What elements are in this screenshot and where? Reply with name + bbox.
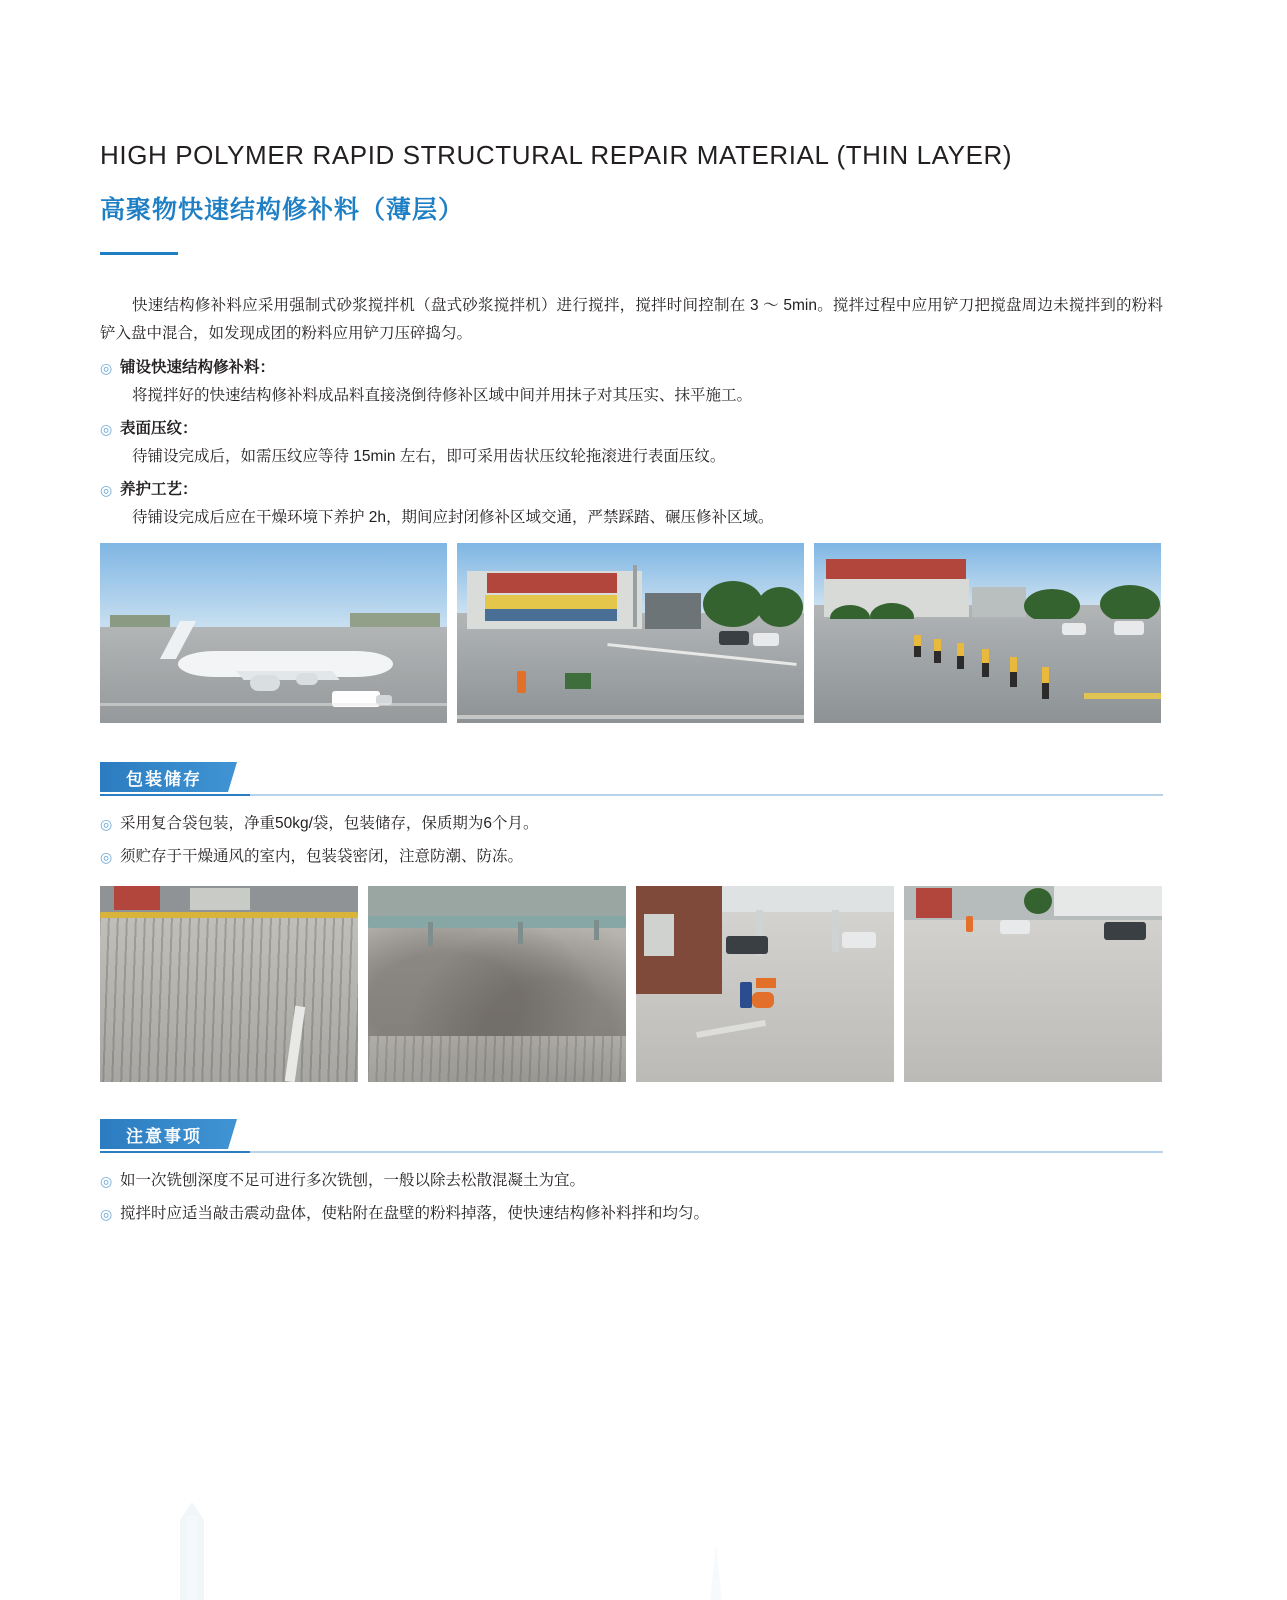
gallery-top: [100, 543, 1163, 723]
section-list: [100, 810, 1163, 871]
bullet-icon: ◎: [100, 482, 113, 498]
footer-watermark-icon: [150, 1480, 750, 1600]
section-precautions: [100, 1119, 1163, 1228]
section-header: [100, 762, 1163, 796]
section-header: [100, 1119, 1163, 1153]
step-detail-3: 待铺设完成后应在干燥环境下养护 2h，期间应封闭修补区域交通，严禁踩踏、碾压修补区域。: [132, 509, 774, 526]
intro-paragraph: 快速结构修补料应采用强制式砂浆搅拌机（盘式砂浆搅拌机）进行搅拌，搅拌时间控制在 3 ～ 5min。搅拌过程中应用铲刀把搅盘周边未搅拌到的粉料铲入盘中混合，如发现成团的粉料应用铲刀压碎捣匀。: [100, 297, 1163, 342]
section-underline: [100, 794, 1163, 796]
title-divider: [100, 252, 178, 255]
step-heading-row-3: [100, 476, 1163, 504]
step-heading-1: 铺设快速结构修补料：: [120, 359, 276, 376]
gallery-middle: [100, 886, 1163, 1082]
page-title-english: HIGH POLYMER RAPID STRUCTURAL REPAIR MATERIAL (THIN LAYER): [100, 140, 1013, 170]
step-detail-1: 将搅拌好的快速结构修补料成品料直接浇倒待修补区域中间并用抹子对其压实、抹平施工。: [132, 387, 753, 404]
photo-street-construction: [457, 543, 804, 723]
page-title-chinese: 高聚物快速结构修补料（薄层）: [100, 196, 465, 224]
body-content: [100, 292, 1163, 534]
step-heading-row-1: [100, 354, 1163, 382]
photo-airport-apron: [100, 543, 447, 723]
list-item: [100, 1167, 1163, 1195]
step-detail-2: 待铺设完成后，如需压纹应等待 15min 左右，即可采用齿状压纹轮拖滚进行表面压纹。: [132, 448, 726, 465]
bullet-icon: ◎: [100, 360, 113, 376]
section-underline: [100, 1151, 1163, 1153]
photo-damaged-pavement: [368, 886, 626, 1082]
list-item-text: 如一次铣刨深度不足可进行多次铣刨，一般以除去松散混凝土为宜。: [120, 1172, 586, 1189]
list-item-text: 搅拌时应适当敲击震动盘体，使粘附在盘壁的粉料掉落，使快速结构修补料拌和均匀。: [120, 1205, 710, 1222]
bullet-icon: ◎: [100, 421, 113, 437]
step-heading-3: 养护工艺：: [120, 481, 198, 498]
step-heading-row-2: [100, 415, 1163, 443]
list-item-text: 须贮存于干燥通风的室内，包装袋密闭，注意防潮、防冻。: [120, 848, 524, 865]
photo-gas-station-repair: [636, 886, 894, 1082]
bullet-icon: ◎: [100, 1206, 113, 1222]
step-heading-2: 表面压纹：: [120, 420, 198, 437]
list-item: [100, 810, 1163, 838]
photo-finished-surface: [904, 886, 1162, 1082]
bullet-icon: ◎: [100, 1173, 113, 1189]
list-item-text: 采用复合袋包装，净重50kg/袋，包装储存，保质期为6个月。: [120, 815, 539, 832]
section-packaging-storage: [100, 762, 1163, 871]
list-item: [100, 1200, 1163, 1228]
section-tab-label: 包装储存: [100, 762, 228, 792]
section-tab-label: 注意事项: [100, 1119, 228, 1149]
list-item: [100, 843, 1163, 871]
bullet-icon: ◎: [100, 816, 113, 832]
bullet-icon: ◎: [100, 849, 113, 865]
photo-road-completed: [814, 543, 1161, 723]
photo-grooved-pavement: [100, 886, 358, 1082]
section-list: [100, 1167, 1163, 1228]
